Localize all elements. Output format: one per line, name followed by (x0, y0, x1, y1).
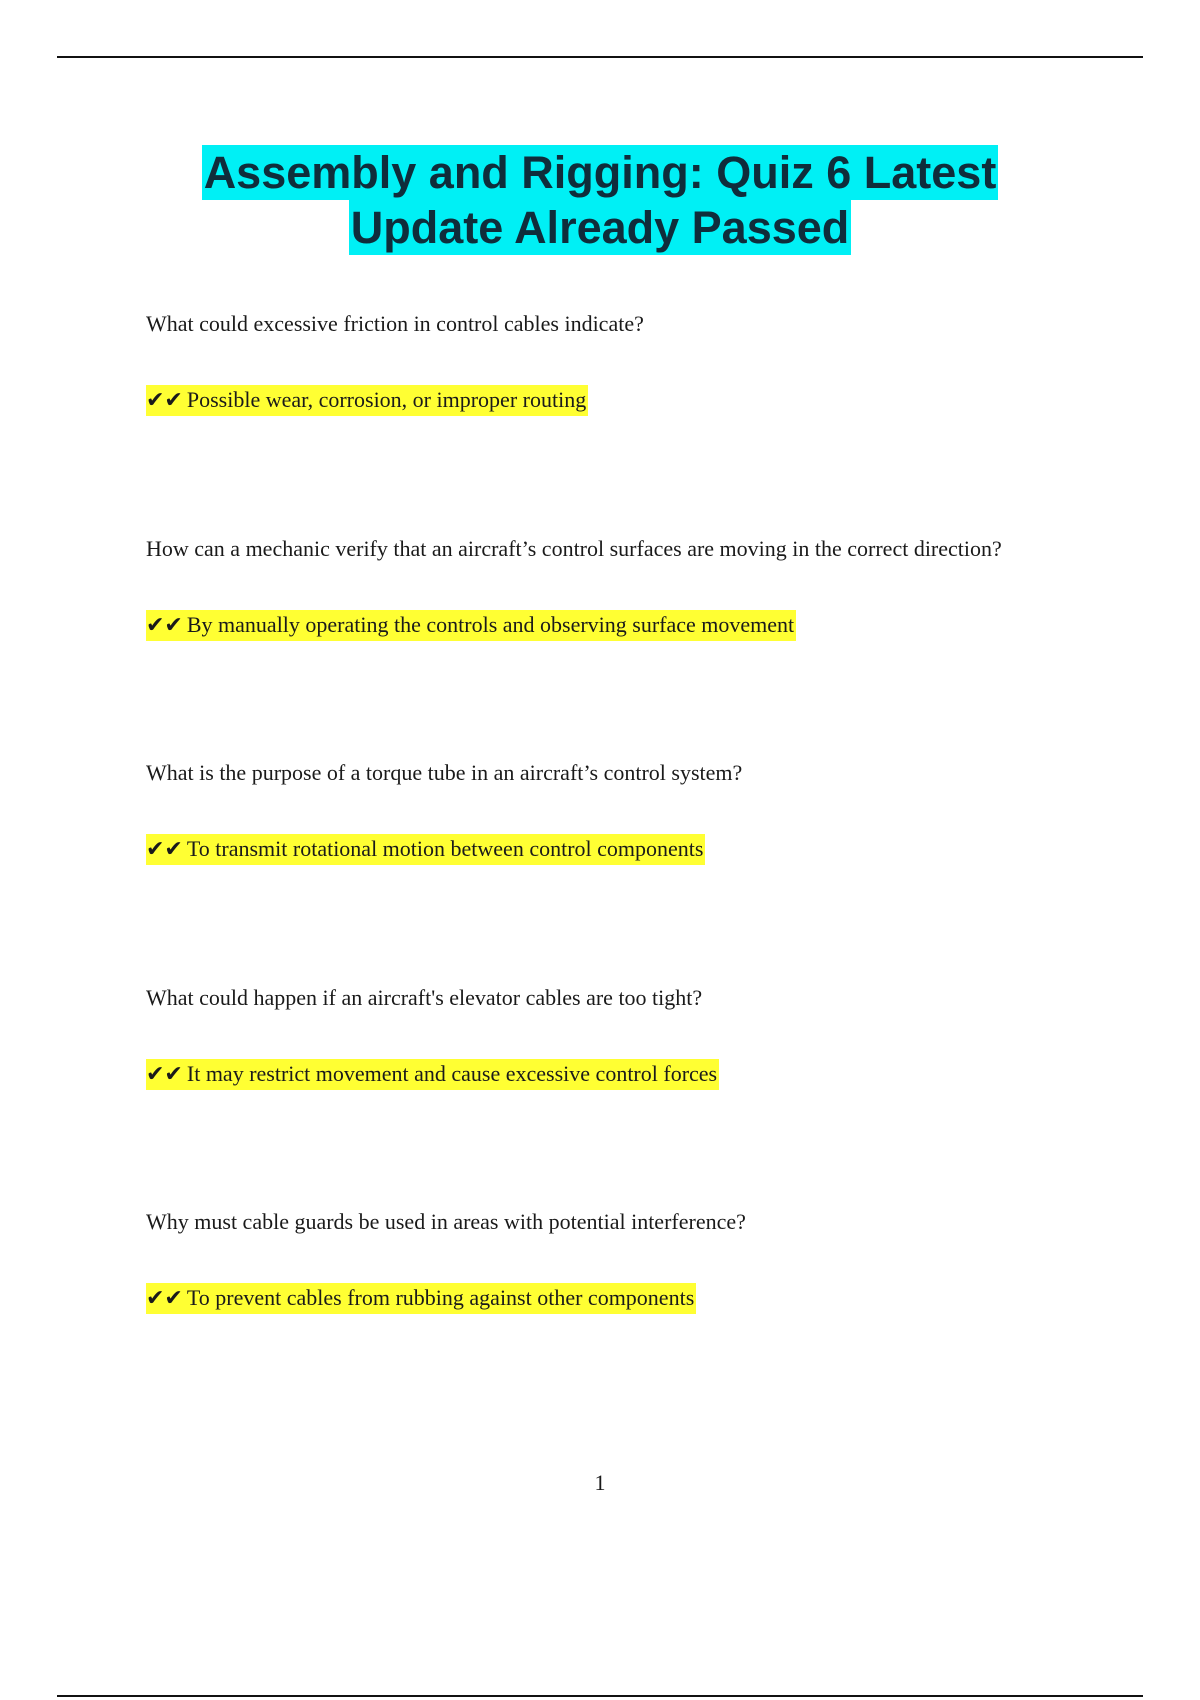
answer-label: By manually operating the controls and observing surface movement (186, 612, 795, 637)
qa-item (146, 535, 1140, 641)
double-check-icon: ✔✔ (146, 837, 183, 862)
page-number: 1 (594, 1470, 606, 1495)
double-check-icon: ✔✔ (146, 613, 183, 638)
bottom-rule (57, 1695, 1143, 1697)
qa-item (146, 310, 1140, 416)
answer-label: It may restrict movement and cause excessive control forces (186, 1061, 718, 1086)
answer-text (146, 385, 588, 416)
question-text: What could excessive friction in control cables indicate? (146, 311, 644, 336)
answer-text (146, 1059, 719, 1090)
document-title (0, 145, 1200, 255)
answer-label: Possible wear, corrosion, or improper routing (186, 387, 587, 412)
answer-label: To prevent cables from rubbing against other components (186, 1285, 695, 1310)
qa-item (146, 1208, 1140, 1314)
double-check-icon: ✔✔ (146, 1062, 183, 1087)
question-text: Why must cable guards be used in areas with potential interference? (146, 1209, 746, 1234)
title-line-2: Update Already Passed (350, 202, 850, 253)
double-check-icon: ✔✔ (146, 388, 183, 413)
answer-label: To transmit rotational motion between control components (186, 836, 704, 861)
answer-text (146, 610, 796, 641)
qa-item (146, 759, 1140, 865)
question-text: What could happen if an aircraft's elevator cables are too tight? (146, 985, 703, 1010)
title-line-1: Assembly and Rigging: Quiz 6 Latest (203, 147, 997, 198)
answer-text (146, 1283, 696, 1314)
question-text: How can a mechanic verify that an aircraft’s control surfaces are moving in the correct direction? (146, 536, 1002, 561)
double-check-icon: ✔✔ (146, 1286, 183, 1311)
answer-text (146, 834, 705, 865)
qa-item (146, 984, 1140, 1090)
top-rule (57, 56, 1143, 58)
question-text: What is the purpose of a torque tube in an aircraft’s control system? (146, 760, 743, 785)
